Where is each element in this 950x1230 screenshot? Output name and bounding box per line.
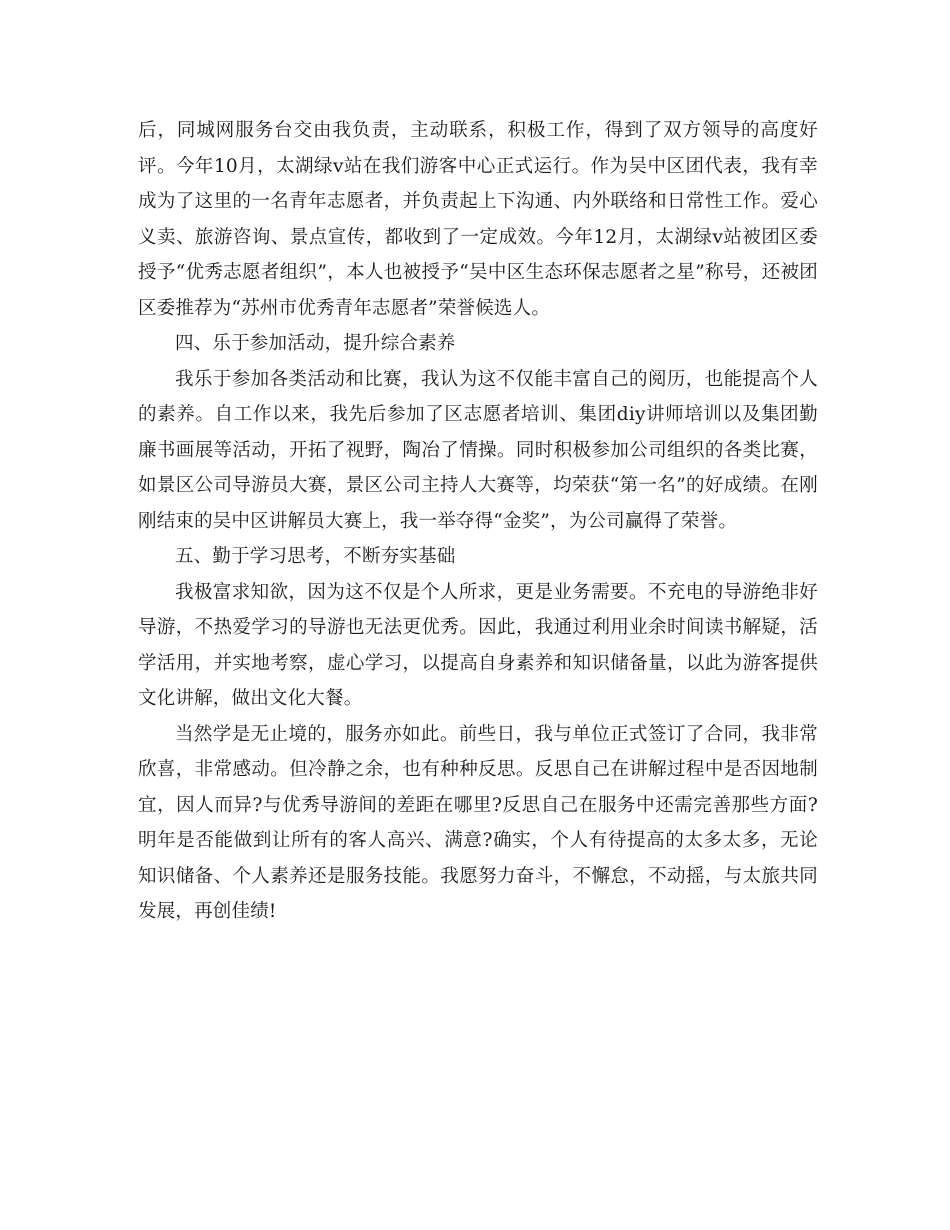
paragraph-continuation: 后，同城网服务台交由我负责，主动联系，积极工作，得到了双方领导的高度好评。今年10月，太湖绿v站在我们游客中心正式运行。作为吴中区团代表，我有幸成为了这里的一名青年志愿者，并负责起上下沟通、内外联络和日常性工作。爱心义卖、旅游咨询、景点宣传，都收到了一定成效。今年12月，太湖绿v站被团区委授予“优秀志愿者组织”，本人也被授予“吴中区生态环保志愿者之星”称号，还被团区委推荐为“苏州市优秀青年志愿者”荣誉候选人。 bbox=[138, 120, 818, 319]
paragraph-learning: 我极富求知欲，因为这不仅是个人所求，更是业务需要。不充电的导游绝非好导游，不热爱学习的导游也无法更优秀。因此，我通过利用业余时间读书解疑，活学活用，并实地考察，虚心学习，以提高自身素养和知识储备量，以此为游客提供文化讲解，做出文化大餐。 bbox=[138, 581, 818, 709]
paragraph-reflection: 当然学是无止境的，服务亦如此。前些日，我与单位正式签订了合同，我非常欣喜，非常感动。但冷静之余，也有种种反思。反思自己在讲解过程中是否因地制宜，因人而异?与优秀导游间的差距在哪里?反思自己在服务中还需完善那些方面?明年是否能做到让所有的客人高兴、满意?确实，个人有待提高的太多太多，无论知识储备、个人素养还是服务技能。我愿努力奋斗，不懈怠，不动摇，与太旅共同发展，再创佳绩! bbox=[138, 723, 818, 922]
document-page bbox=[138, 113, 818, 930]
paragraph-activities: 我乐于参加各类活动和比赛，我认为这不仅能丰富自己的阅历，也能提高个人的素养。自工作以来，我先后参加了区志愿者培训、集团diy讲师培训以及集团勤廉书画展等活动，开拓了视野，陶冶了情操。同时积极参加公司组织的各类比赛，如景区公司导游员大赛，景区公司主持人大赛等，均荣获“第一名”的好成绩。在刚刚结束的吴中区讲解员大赛上，我一举夺得“金奖”，为公司赢得了荣誉。 bbox=[138, 368, 818, 532]
section-heading-four: 四、乐于参加活动，提升综合素养 bbox=[175, 333, 456, 354]
section-heading-five: 五、勤于学习思考，不断夯实基础 bbox=[175, 546, 456, 567]
